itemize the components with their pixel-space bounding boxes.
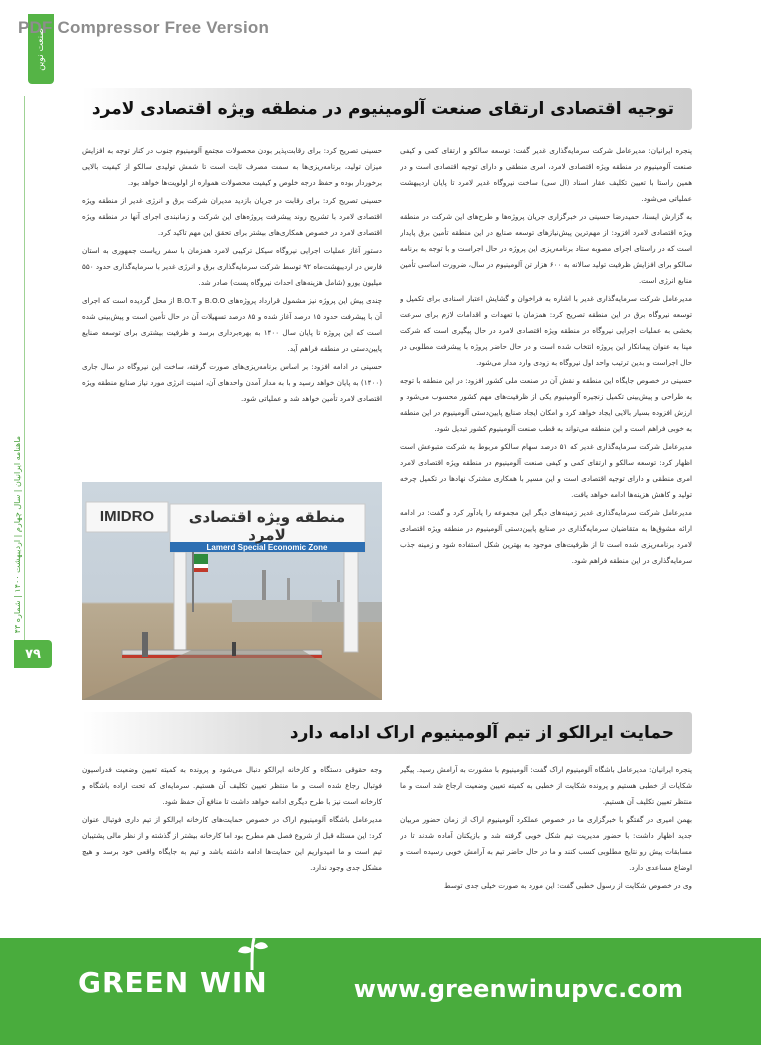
article-1-photo: [82, 482, 382, 700]
sprout-icon: [232, 936, 272, 972]
banner-subtitle: Lamerd Special Economic Zone: [206, 543, 328, 552]
paragraph: پنجره ایرانیان: مدیرعامل شرکت سرمایه‌گذاری غدیر گفت: توسعه سالکو و ارتقای کمی و کیفی صنعت آلومینیوم در منطقه ویژه اقتصادی لامرد، امری منطقی و دارای توجیه اقتصادی است و در همین راستا با تعیین تکلیف عقار اسناد (ال سی) ساخت نیروگاه غدیر لامرد تا پایان اردیبهشت عملیاتی می‌شود.: [400, 146, 692, 203]
paragraph: وجه حقوقی دستگاه و کارخانه ایرالکو دنبال می‌شود و پرونده به کمیته تعیین وضعیت فدراسیون فوتبال رجاع شده است و ما منتظر تعیین تکلیف آن هستیم. سرمایه‌ای که تحت اراده باشگاه و کارخانه است نیز با طرح دیگری ادامه خواهد داشت تا منافع آن حفظ شود.: [82, 765, 382, 806]
article-2-right-column: [400, 762, 692, 922]
paragraph: حسینی در ادامه افزود: بر اساس برنامه‌ریزی‌های صورت گرفته، ساخت این نیروگاه در سال جاری (۱۴۰۰) به پایان خواهد رسید و با به مدار آمدن واحدهای آن، امنیت انرژی مورد نیاز صنایع منطقه ویژه اقتصادی لامرد تأمین خواهد شد و عملیاتی شود.: [82, 362, 382, 403]
paragraph: مدیرعامل شرکت سرمایه‌گذاری غدیر که ۵۱ درصد سهام سالکو مربوط به شرکت متبوعش است اظهار کرد: توسعه سالکو و ارتقای کمی و کیفی صنعت آلومینیوم در منطقه ویژه اقتصادی لامرد امری منطقی و دارای توجیه اقتصادی است و این مسیر با همکاری مشترک نهادها در تکمیل چرخه تولید و کاهش هزینه‌ها ادامه خواهد یافت.: [400, 442, 692, 499]
article-1-headline: [82, 88, 692, 130]
article-2-title: حمایت ایرالکو از تیم آلومینیوم اراک ادامه دارد: [289, 723, 674, 743]
watermark: PDF Compressor Free Version: [18, 18, 270, 37]
paragraph: حسینی تصریح کرد: برای رقابت‌پذیر بودن محصولات مجتمع آلومینیوم جنوب در کنار توجه به افزایش میزان تولید، برنامه‌ریزی‌ها به سمت مصرف ثابت است تا شمش تولیدی سالکو از کیفیت بالایی برخوردار بوده و حفظ درجه خلوص و کیفیت محصولات همواره از اولویت‌ها خواهد بود.: [82, 146, 382, 187]
paragraph: دستور آغاز عملیات اجرایی نیروگاه سیکل ترکیبی لامرد همزمان با سفر ریاست جمهوری به استان فارس در اردیبهشت‌ماه ۹۲ توسط شرکت سرمایه‌گذاری برق و انرژی غدیر با سرمایه‌گذاری حدود ۵۵۰ میلیون یورو (شامل هزینه‌های احداث نیروگاه پست) صادر شد.: [82, 246, 382, 287]
paragraph: بهمن امیری در گفتگو با خبرگزاری ما در خصوص عملکرد آلومینیوم اراک از زمان حضور مربیان جدید اظهار داشت: با حضور مدیریت تیم شکل خوبی گرفته شد و بازیکنان آماده شدند تا در مسابقات پیش رو نتایج مطلوبی کسب کنند و ما در حال حاضر تیم به آرامش خوبی رسیده است و اوضاع مساعدی دارد.: [400, 815, 692, 872]
logo-text: GREEN WIN: [78, 966, 268, 999]
paragraph: چندی پیش این پروژه نیز مشمول قرارداد پروژه‌های B.O.O و B.O.T از محل گردیده است که اجرای آن با پیشرفت حدود ۱۵ درصد آغاز شده و ۸۵ درصد تسهیلات آن در حال تأمین است و پیش‌بینی شده است که این پروژه تا پایان سال ۱۴۰۰ به بهره‌برداری برسد و ظرفیت بیشتری برای توسعه صنایع پایین‌دستی در منطقه فراهم آید.: [82, 296, 382, 353]
article-1-left-column: [82, 143, 382, 475]
banner-brand: IMIDRO: [99, 508, 155, 525]
issue-info-strip: [0, 420, 34, 650]
paragraph: به گزارش ایسنا، حمیدرضا حسینی در خبرگزاری جریان پروژه‌ها و طرح‌های این شرکت در منطقه ویژه اقتصادی لامرد افزود: از مهم‌ترین پیش‌نیازهای توسعه صنایع در این منطقه تأمین برق پایدار است که در راستای اجرای مصوبه ستاد برنامه‌ریزی این پروژه در حال اجراست و با توجه به برنامه سالکو برای افزایش ظرفیت تولید سالانه به ۶۰۰ هزار تن آلومینیوم در سال، ضرورت اساسی تأمین منابع انرژی است.: [400, 212, 692, 285]
article-2-left-column: [82, 762, 382, 922]
paragraph: وی در خصوص شکایت از رسول خطبی گفت: این مورد به صورت خیلی جدی توسط: [444, 881, 692, 890]
article-1-right-column: [400, 143, 692, 700]
issue-info-text: ماهنامه ایرانیان | سال چهارم | اردیبهشت ۱۴۰۰ | شماره ۴۳: [12, 436, 22, 634]
paragraph: مدیرعامل باشگاه آلومینیوم اراک در خصوص حمایت‌های کارخانه ایرالکو از تیم داری فوتبال عنوان کرد: این مسئله قبل از شروع فصل هم مطرح بود اما کارخانه بیشتر از گذشته و از نظر مالی پشتیبان تیم است و ما امیدواریم این حمایت‌ها ادامه داشته باشد و تیم به جایگاه واقعی خود برسد و هیچ مشکل جدی وجود ندارد.: [82, 815, 382, 872]
paragraph: پنجره ایرانیان: مدیرعامل باشگاه آلومینیوم اراک گفت: آلومینیوم با مشورت به آرامش رسید. پیگیر شکایات از خطبی هستیم و پرونده شکایت از خطبی به کمیته تعیین وضعیت ارجاع شد است و ما منتظر تعیین تکلیف آن هستیم.: [400, 765, 692, 806]
paragraph: مدیرعامل شرکت سرمایه‌گذاری غدیر با اشاره به فراخوان و گشایش اعتبار اسنادی برای تکمیل و توسعه نیروگاه برق در این منطقه تصریح کرد: همزمان با تعهدات و اقدامات لازم برای سرعت بخشی به عملیات اجرایی نیروگاه در منطقه ویژه اقتصادی لامرد در حال پیگیری است که شرکت مپنا به عنوان پیمانکار این پروژه انتخاب شده است و در حال حاضر پروژه با پیشرفت مطلوبی در حال اجراست و بدین ترتیب واحد اول نیروگاه به زودی وارد مدار می‌شود.: [400, 294, 692, 367]
greenwin-logo: [78, 966, 268, 999]
paragraph: حسینی در خصوص جایگاه این منطقه و نقش آن در صنعت ملی کشور افزود: در این منطقه با توجه به طراحی و پیش‌بینی تکمیل زنجیره آلومینیوم یکی از ظرفیت‌های مهم کشور محسوب می‌شود و ارزش افزوده بسیار بالایی ایجاد خواهد کرد و امکان ایجاد صنایع پایین‌دستی آلومینیوم در این منطقه به خوبی فراهم است و این منطقه می‌تواند به قطب صنعت آلومینیوم کشور تبدیل شود.: [400, 376, 692, 433]
article-2-headline: [82, 712, 692, 754]
paragraph: مدیرعامل شرکت سرمایه‌گذاری غدیر زمینه‌های دیگر این مجموعه را یادآور کرد و گفت: در ادامه ارائه مشوق‌ها به متقاضیان سرمایه‌گذاری در صنایع پایین‌دستی آلومینیوم در منطقه ویژه اقتصادی لامرد برنامه‌ریزی شده است تا از ظرفیت‌های موجود به بهترین شکل استفاده شود و زمینه جذب سرمایه‌گذاری در این منطقه فراهم شود.: [400, 508, 692, 565]
section-tab-label: صنعت نوین: [36, 27, 46, 71]
paragraph: حسینی تصریح کرد: برای رقابت در جریان بازدید مدیران شرکت برق و انرژی غدیر از منطقه ویژه اقتصادی لامرد با تشریح روند پیشرفت پروژه‌های این شرکت و زمانبندی اجرای آنها در منطقه ویژه اقتصادی لامرد در خصوص همکاری‌های بیشتر برای تحقق این مهم تاکید کرد.: [82, 196, 382, 237]
article-1-title: توجیه اقتصادی ارتقای صنعت آلومینیوم در منطقه ویژه اقتصادی لامرد: [91, 99, 674, 119]
website-link[interactable]: www.greenwinupvc.com: [353, 975, 683, 1003]
page-number: ۷۹: [14, 640, 52, 668]
banner-title: منطقه ویژه اقتصادی لامرد: [188, 508, 346, 544]
